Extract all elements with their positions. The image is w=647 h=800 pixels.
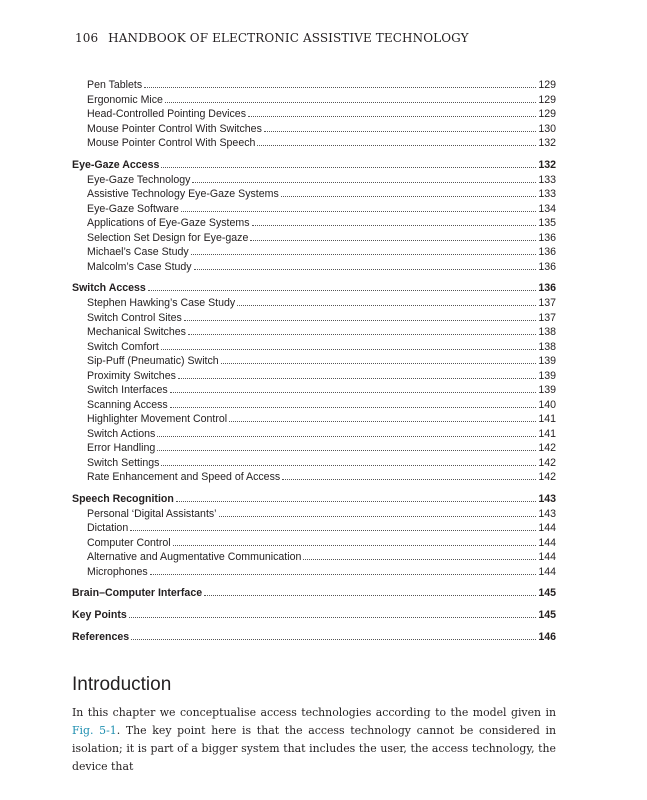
toc-entry-page: 143 <box>538 507 556 520</box>
toc-entry-title: Dictation <box>87 522 129 534</box>
toc-entry-page: 139 <box>538 355 556 367</box>
dot-leader <box>157 441 536 451</box>
toc-entry-title: Assistive Technology Eye-Gaze Systems <box>87 188 279 200</box>
table-of-contents <box>72 78 556 645</box>
toc-entry-title: Eye-Gaze Access <box>72 158 160 171</box>
toc-entry-title: Key Points <box>72 609 127 621</box>
toc-section-entry[interactable] <box>72 280 556 296</box>
dot-leader <box>144 78 536 88</box>
toc-entry-title: Pen Tablets <box>87 79 143 91</box>
toc-entry-page: 132 <box>538 137 556 149</box>
toc-entry-page: 146 <box>538 631 556 643</box>
dot-leader <box>129 608 537 618</box>
toc-subsection-entry[interactable] <box>72 260 556 275</box>
toc-subsection-entry[interactable] <box>72 216 556 231</box>
toc-entry-page: 138 <box>538 326 556 338</box>
toc-subsection-entry[interactable] <box>72 536 556 551</box>
toc-entry-title: References <box>72 631 130 643</box>
toc-entry-page: 133 <box>538 173 556 186</box>
toc-entry-title: Switch Settings <box>87 456 160 469</box>
toc-entry-page: 129 <box>538 93 556 106</box>
toc-subsection-entry[interactable] <box>72 187 556 202</box>
toc-entry-page: 129 <box>538 108 556 120</box>
toc-subsection-entry[interactable] <box>72 412 556 427</box>
toc-entry-title: Switch Control Sites <box>87 311 182 324</box>
toc-entry-title: Mechanical Switches <box>87 326 186 338</box>
toc-entry-title: Proximity Switches <box>87 369 176 382</box>
toc-entry-title: Sip-Puff (Pneumatic) Switch <box>87 355 219 367</box>
dot-leader <box>281 187 537 197</box>
toc-entry-title: Switch Interfaces <box>87 384 168 396</box>
toc-entry-page: 145 <box>538 609 556 621</box>
toc-entry-title: Speech Recognition <box>72 492 174 505</box>
toc-entry-title: Ergonomic Mice <box>87 93 163 106</box>
book-title: HANDBOOK OF ELECTRONIC ASSISTIVE TECHNOLOGY <box>108 31 469 45</box>
intro-paragraph <box>72 704 556 776</box>
toc-entry-title: Error Handling <box>87 442 156 454</box>
toc-entry-page: 132 <box>538 158 556 171</box>
toc-entry-title: Eye-Gaze Technology <box>87 173 191 186</box>
dot-leader <box>130 521 536 531</box>
toc-section-entry[interactable] <box>72 629 556 645</box>
toc-subsection-entry[interactable] <box>72 107 556 122</box>
toc-entry-page: 139 <box>538 384 556 396</box>
toc-entry-page: 130 <box>538 122 556 135</box>
dot-leader <box>229 412 536 422</box>
dot-leader <box>150 565 537 575</box>
toc-entry-title: Selection Set Design for Eye-gaze <box>87 231 249 244</box>
dot-leader <box>219 507 537 517</box>
toc-entry-page: 136 <box>538 260 556 273</box>
dot-leader <box>161 158 536 168</box>
toc-entry-title: Mouse Pointer Control With Switches <box>87 122 262 135</box>
dot-leader <box>264 122 536 132</box>
toc-entry-page: 142 <box>538 471 556 483</box>
toc-subsection-entry[interactable] <box>72 78 556 93</box>
toc-entry-page: 139 <box>538 369 556 382</box>
dot-leader <box>181 202 536 212</box>
toc-subsection-entry[interactable] <box>72 398 556 413</box>
toc-section-entry[interactable] <box>72 491 556 507</box>
toc-entry-page: 136 <box>538 282 556 294</box>
dot-leader <box>192 173 536 183</box>
toc-subsection-entry[interactable] <box>72 311 556 326</box>
toc-entry-title: Stephen Hawking’s Case Study <box>87 297 236 309</box>
toc-subsection-entry[interactable] <box>72 245 556 260</box>
toc-entry-page: 144 <box>538 522 556 534</box>
dot-leader <box>131 630 536 640</box>
toc-subsection-entry[interactable] <box>72 325 556 340</box>
toc-entry-title: Mouse Pointer Control With Speech <box>87 137 256 149</box>
toc-entry-title: Brain–Computer Interface <box>72 587 203 599</box>
toc-subsection-entry[interactable] <box>72 340 556 355</box>
dot-leader <box>188 325 536 335</box>
toc-entry-title: Highlighter Movement Control <box>87 413 228 425</box>
toc-entry-page: 142 <box>538 456 556 469</box>
toc-subsection-entry[interactable] <box>72 383 556 398</box>
toc-entry-title: Computer Control <box>87 536 171 549</box>
toc-entry-page: 142 <box>538 442 556 454</box>
dot-leader <box>157 427 536 437</box>
page-number: 106 <box>75 31 99 45</box>
toc-subsection-entry[interactable] <box>72 136 556 151</box>
toc-entry-page: 141 <box>538 427 556 440</box>
toc-entry-page: 138 <box>538 340 556 353</box>
toc-section-entry[interactable] <box>72 585 556 601</box>
intro-text-start: In this chapter we conceptualise access technologies according to the model given in <box>72 706 556 719</box>
toc-subsection-entry[interactable] <box>72 231 556 246</box>
toc-subsection-entry[interactable] <box>72 122 556 137</box>
dot-leader <box>221 354 537 364</box>
dot-leader <box>173 536 537 546</box>
dot-leader <box>237 296 536 306</box>
dot-leader <box>176 492 536 502</box>
toc-subsection-entry[interactable] <box>72 521 556 536</box>
toc-subsection-entry[interactable] <box>72 93 556 108</box>
toc-entry-title: Applications of Eye-Gaze Systems <box>87 217 250 229</box>
toc-subsection-entry[interactable] <box>72 369 556 384</box>
toc-entry-title: Switch Comfort <box>87 340 159 353</box>
toc-entry-title: Alternative and Augmentative Communication <box>87 551 302 563</box>
toc-subsection-entry[interactable] <box>72 507 556 522</box>
toc-section-entry[interactable] <box>72 157 556 173</box>
intro-text-end: . The key point here is that the access technology cannot be considered in isolation; it is part of a bigger system that includes the user, the access technology, the device that <box>72 724 556 773</box>
dot-leader <box>178 369 536 379</box>
toc-entry-title: Scanning Access <box>87 398 168 411</box>
dot-leader <box>184 311 537 321</box>
toc-subsection-entry[interactable] <box>72 456 556 471</box>
toc-subsection-entry[interactable] <box>72 565 556 580</box>
dot-leader <box>161 340 536 350</box>
toc-entry-title: Eye-Gaze Software <box>87 202 179 215</box>
toc-subsection-entry[interactable] <box>72 354 556 369</box>
toc-entry-title: Head-Controlled Pointing Devices <box>87 108 246 120</box>
toc-entry-page: 144 <box>538 536 556 549</box>
dot-leader <box>250 231 536 241</box>
toc-subsection-entry[interactable] <box>72 470 556 485</box>
running-head <box>75 31 469 45</box>
toc-subsection-entry[interactable] <box>72 441 556 456</box>
toc-entry-page: 134 <box>538 202 556 215</box>
toc-entry-page: 135 <box>538 217 556 229</box>
dot-leader <box>191 245 537 255</box>
toc-subsection-entry[interactable] <box>72 202 556 217</box>
toc-entry-title: Personal ‘Digital Assistants’ <box>87 507 217 520</box>
dot-leader <box>204 586 536 596</box>
toc-entry-title: Michael’s Case Study <box>87 246 189 258</box>
toc-subsection-entry[interactable] <box>72 550 556 565</box>
dot-leader <box>161 456 536 466</box>
toc-entry-page: 129 <box>538 79 556 91</box>
toc-entry-title: Switch Actions <box>87 427 156 440</box>
toc-entry-title: Malcolm’s Case Study <box>87 260 192 273</box>
dot-leader <box>248 107 536 117</box>
dot-leader <box>282 470 536 480</box>
dot-leader <box>303 550 536 560</box>
dot-leader <box>257 136 536 146</box>
toc-entry-page: 137 <box>538 311 556 324</box>
toc-entry-page: 133 <box>538 188 556 200</box>
toc-section-entry[interactable] <box>72 607 556 623</box>
toc-entry-page: 145 <box>538 587 556 599</box>
dot-leader <box>165 93 536 103</box>
toc-subsection-entry[interactable] <box>72 173 556 188</box>
toc-entry-page: 143 <box>538 492 556 505</box>
toc-entry-title: Microphones <box>87 565 148 578</box>
dot-leader <box>170 383 537 393</box>
toc-subsection-entry[interactable] <box>72 427 556 442</box>
toc-entry-title: Rate Enhancement and Speed of Access <box>87 471 281 483</box>
toc-entry-page: 140 <box>538 398 556 411</box>
toc-entry-page: 136 <box>538 246 556 258</box>
toc-entry-page: 144 <box>538 551 556 563</box>
dot-leader <box>170 398 537 408</box>
toc-entry-page: 136 <box>538 231 556 244</box>
section-title: Introduction <box>72 674 172 695</box>
dot-leader <box>148 281 537 291</box>
toc-subsection-entry[interactable] <box>72 296 556 311</box>
toc-entry-page: 144 <box>538 565 556 578</box>
toc-entry-page: 137 <box>538 297 556 309</box>
dot-leader <box>194 260 537 270</box>
toc-entry-title: Switch Access <box>72 282 146 294</box>
dot-leader <box>252 216 537 226</box>
toc-entry-page: 141 <box>538 413 556 425</box>
figure-reference-link[interactable]: Fig. 5-1 <box>72 724 117 737</box>
